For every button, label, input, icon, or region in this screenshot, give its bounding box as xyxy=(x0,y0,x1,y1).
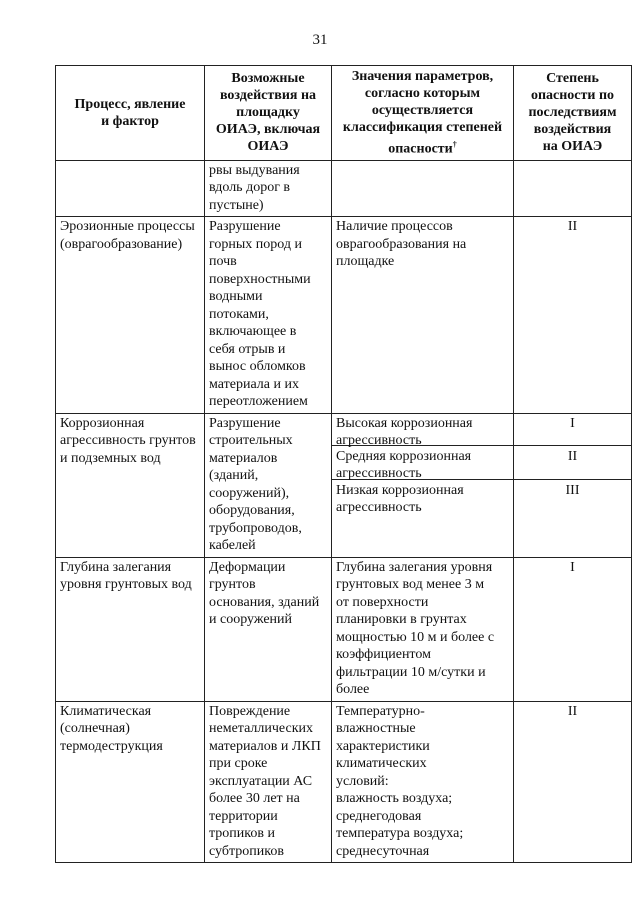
process-cell xyxy=(56,557,205,701)
process-cell-text: Климатическая (солнечная) термодеструкция xyxy=(60,703,163,754)
impact-cell xyxy=(205,557,332,701)
params-cell xyxy=(332,557,514,701)
impact-cell-text: Разрушение строительных материалов (зданий, сооружений), оборудования, трубопроводов, кабелей xyxy=(209,415,302,554)
header-params xyxy=(332,66,514,161)
impact-cell xyxy=(205,217,332,414)
impact-cell xyxy=(205,701,332,863)
degree-value: I xyxy=(570,415,575,431)
impact-cell-text: Разрушение горных пород и почв поверхностными водными потоками, включающее в себя отрыв и вынос обломков материала и их переотложением xyxy=(209,219,311,410)
params-item: Наличие процессов оврагообразования на площадке xyxy=(336,219,467,270)
params-item: Низкая коррозионная агрессивность xyxy=(332,479,513,543)
params-item: Средняя коррозионная агрессивность xyxy=(332,445,513,479)
header-degree xyxy=(514,66,632,161)
params-item: Температурно- влажностные характеристики климатических условий: влажность воздуха; среднегодовая температура воздуха; среднесуточная xyxy=(336,703,464,859)
footnote-mark: † xyxy=(452,140,457,149)
page-number: 31 xyxy=(312,32,328,48)
impact-cell-text: рвы выдувания вдоль дорог в пустыне) xyxy=(209,162,300,213)
degree-value: II xyxy=(567,219,578,235)
degree-cell xyxy=(514,701,632,863)
degree-value: II xyxy=(567,703,578,719)
degree-cell xyxy=(514,557,632,701)
table-row xyxy=(56,413,632,557)
table-row xyxy=(56,557,632,701)
degree-cell xyxy=(514,413,632,557)
process-cell xyxy=(56,160,205,217)
process-cell-text: Глубина залегания уровня грунтовых вод xyxy=(60,559,192,593)
process-cell xyxy=(56,701,205,863)
impact-cell-text: Деформации грунтов основания, зданий и сооружений xyxy=(209,559,320,628)
header-process-label: Процесс, явление и фактор xyxy=(74,96,186,129)
impact-cell xyxy=(205,160,332,217)
process-cell xyxy=(56,413,205,557)
hazard-classification-table xyxy=(55,65,632,863)
params-cell xyxy=(332,217,514,414)
table-row xyxy=(56,160,632,217)
degree-cell xyxy=(514,160,632,217)
degree-value: I xyxy=(570,559,575,575)
table-row xyxy=(56,217,632,414)
params-cell xyxy=(332,701,514,863)
header-degree-label: Степень опасности по последствиям воздействия на ОИАЭ xyxy=(528,71,617,155)
impact-cell-text: Повреждение неметаллических материалов и ЛКП при сроке эксплуатации АС более 30 лет на территории тропиков и субтропиков xyxy=(209,703,321,859)
params-item: Высокая коррозионная агрессивность xyxy=(336,415,473,449)
header-impact-label: Возможные воздействия на площадку ОИАЭ, включая ОИАЭ xyxy=(215,71,321,155)
header-impact xyxy=(205,66,332,161)
params-item: Глубина залегания уровня грунтовых вод менее 3 м от поверхности планировки в грунтах мощностью 10 м и более с коэффициентом фильтрации 10 м/сутки и более xyxy=(336,559,495,698)
process-cell-text: Эрозионные процессы (оврагообразование) xyxy=(60,219,195,252)
header-params-label: Значения параметров, согласно которым осуществляется классификация степеней опасности xyxy=(342,69,503,157)
params-cell xyxy=(332,413,514,557)
degree-value: II xyxy=(514,445,631,479)
table-header-row xyxy=(56,66,632,161)
header-process xyxy=(56,66,205,161)
params-cell xyxy=(332,160,514,217)
process-cell-text: Коррозионная агрессивность грунтов и подземных вод xyxy=(60,415,196,466)
process-cell xyxy=(56,217,205,414)
degree-value: III xyxy=(514,479,631,543)
degree-cell xyxy=(514,217,632,414)
impact-cell xyxy=(205,413,332,557)
table-row xyxy=(56,701,632,863)
